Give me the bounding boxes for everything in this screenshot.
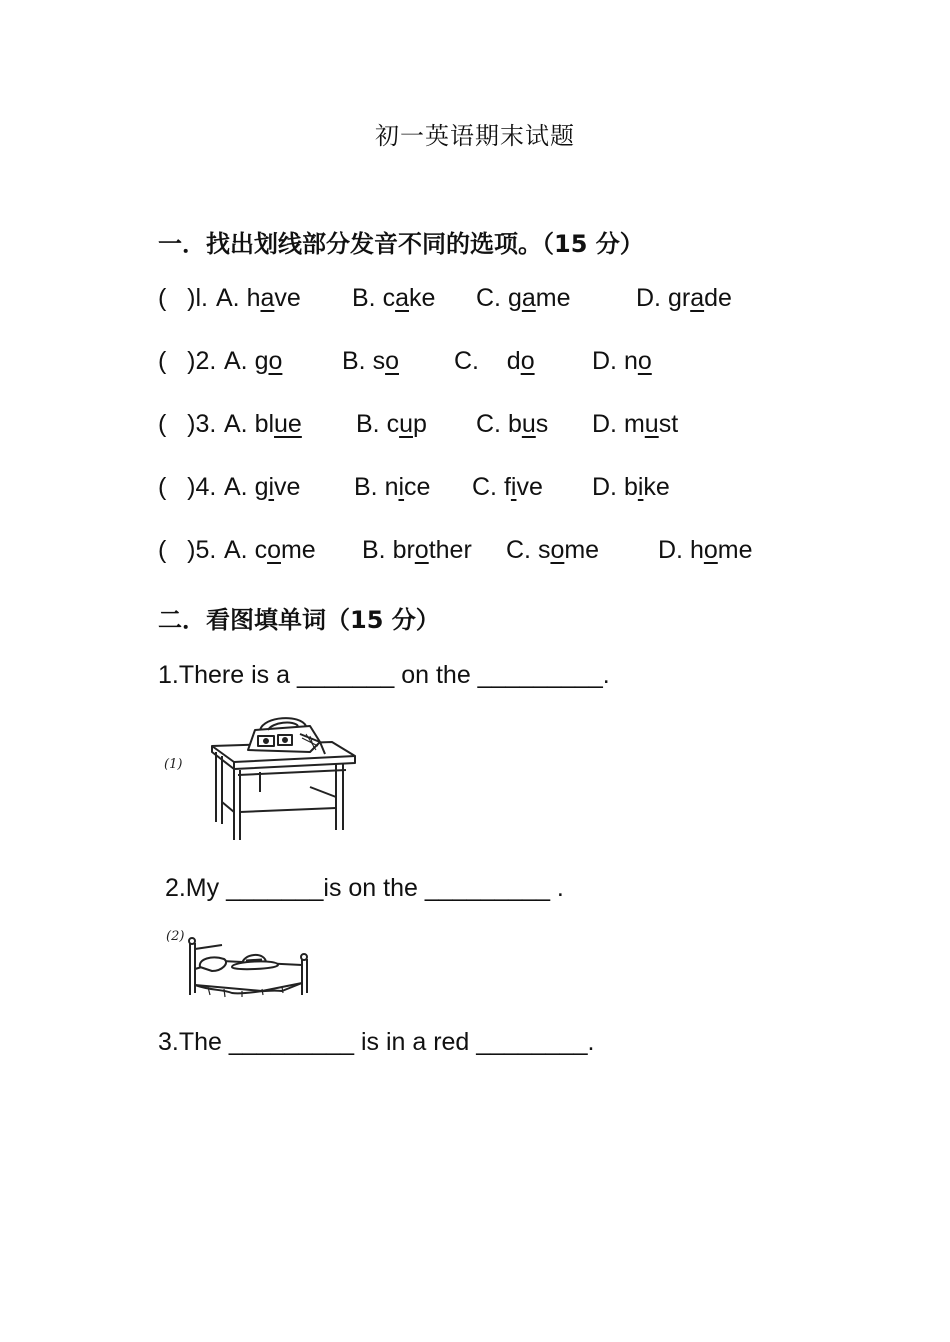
option-d: D. must — [592, 410, 679, 438]
option-b: B. cup — [356, 410, 427, 438]
fill-in-sentence-1: 1.There is a _______ on the _________. — [158, 661, 610, 689]
question-number: ( )l. — [158, 284, 215, 312]
option-b: B. so — [342, 347, 399, 375]
option-a: A. go — [224, 347, 283, 375]
question-row-4 — [158, 473, 858, 509]
question-row-1 — [158, 284, 858, 320]
picture-2-label: (2) — [166, 929, 185, 944]
option-d: D. no — [592, 347, 652, 375]
option-a: A. have — [216, 284, 301, 312]
option-c: C. game — [476, 284, 571, 312]
option-a: A. blue — [224, 410, 302, 438]
option-c: C. five — [472, 473, 543, 501]
option-b: B. cake — [352, 284, 436, 312]
option-a: A. give — [224, 473, 301, 501]
bag-on-table-picture — [160, 712, 365, 848]
fill-in-sentence-3: 3.The _________ is in a red ________. — [158, 1028, 595, 1056]
option-d: D. bike — [592, 473, 670, 501]
hat-on-bed-picture — [162, 925, 322, 1001]
fill-in-sentence-2: 2.My _______is on the _________ . — [158, 874, 564, 902]
option-b: B. brother — [362, 536, 472, 564]
question-row-3 — [158, 410, 858, 446]
picture-1-label: (1) — [164, 757, 183, 772]
option-c: C. do — [454, 347, 535, 375]
option-a: A. come — [224, 536, 316, 564]
option-d: D. home — [658, 536, 753, 564]
page-title: 初一英语期末试题 — [375, 122, 575, 150]
option-c: C. bus — [476, 410, 549, 438]
option-b: B. nice — [354, 473, 431, 501]
question-row-2 — [158, 347, 858, 383]
question-number: ( )5. — [158, 536, 224, 564]
question-number: ( )4. — [158, 473, 224, 501]
section-1-heading: 一．找出划线部分发音不同的选项。（15 分） — [158, 230, 644, 258]
question-number: ( )3. — [158, 410, 224, 438]
section-2-heading: 二．看图填单词（15 分） — [158, 606, 440, 634]
option-d: D. grade — [636, 284, 732, 312]
question-row-5 — [158, 536, 858, 572]
question-number: ( )2. — [158, 347, 224, 375]
option-c: C. some — [506, 536, 600, 564]
